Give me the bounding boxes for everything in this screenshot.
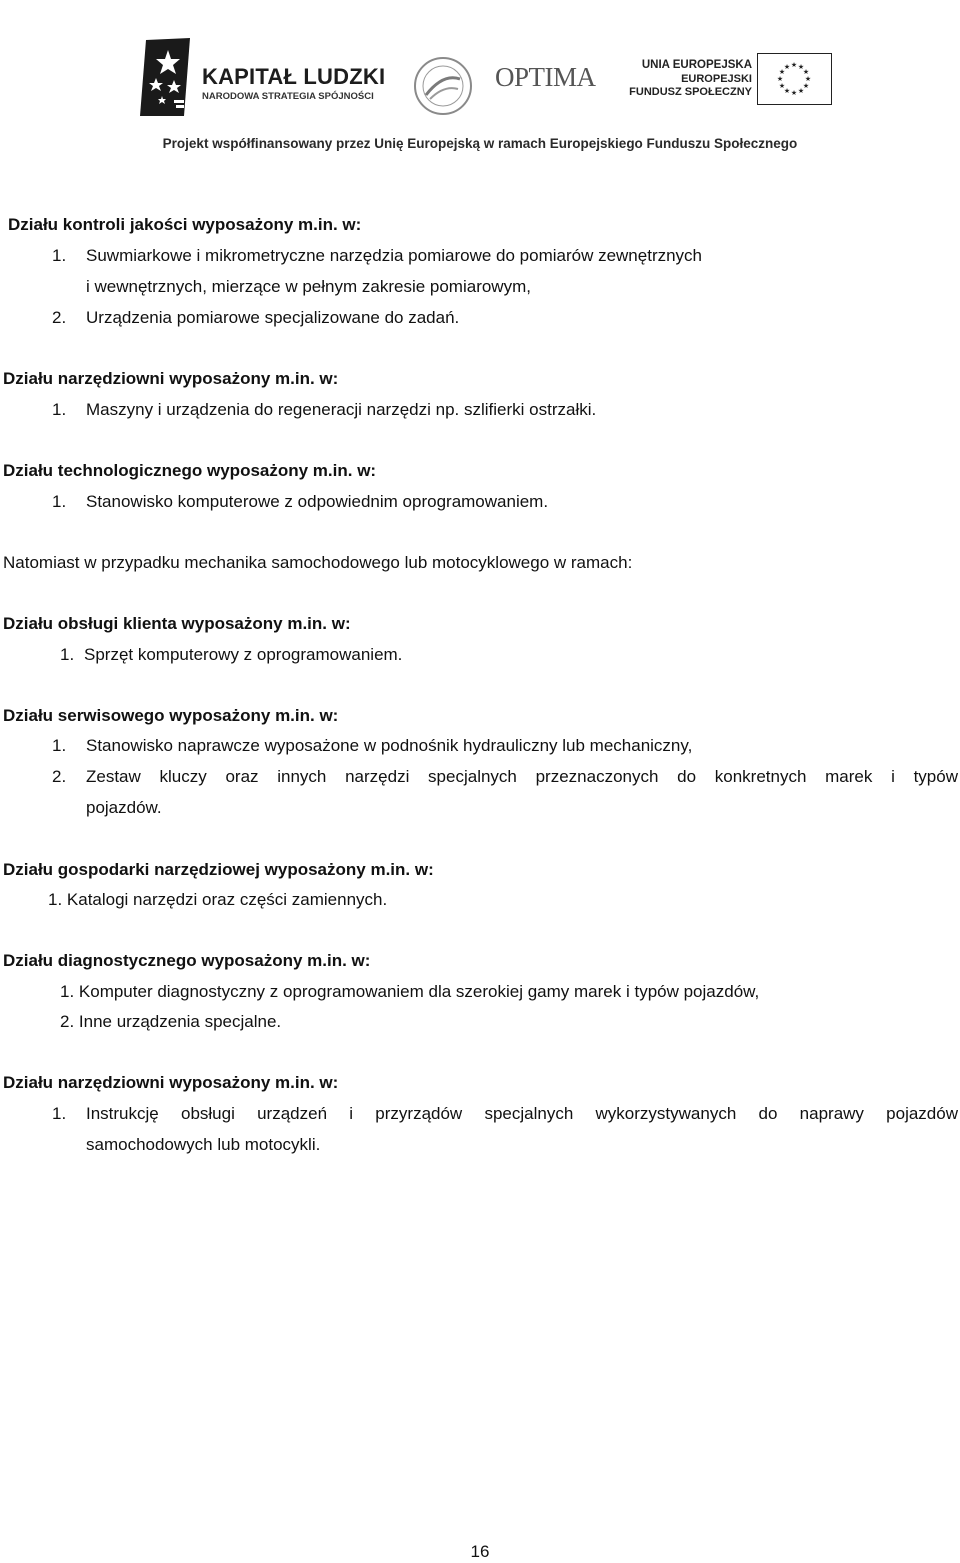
list-item-text: Maszyny i urządzenia do regeneracji narzędzi np. szlifierki ostrzałki. [86, 400, 597, 419]
list-item-text: 1. Katalogi narzędzi oraz części zamiennych. [48, 890, 388, 909]
eu-logo-line2: EUROPEJSKI [681, 73, 752, 85]
intro-paragraph: Natomiast w przypadku mechanika samochodowego lub motocyklowego w ramach: [3, 553, 633, 572]
svg-text:★: ★ [790, 61, 798, 69]
svg-text:★: ★ [797, 87, 805, 95]
eu-logo-line1: UNIA EUROPEJSKA [641, 59, 752, 71]
eu-logo [629, 53, 832, 109]
list-item-text: Instrukcję obsługi urządzeń i przyrządów specjalnych wykorzystywanych do naprawy pojazdów [86, 1104, 958, 1123]
section-heading-service: Działu serwisowego wyposażony m.in. w: [3, 706, 339, 725]
section-heading-toolroom: Działu narzędziowni wyposażony m.in. w: [3, 369, 339, 388]
list-item-text: 1. Komputer diagnostyczny z oprogramowaniem dla szerokiej gamy marek i typów pojazdów, [60, 982, 760, 1001]
svg-text:★: ★ [797, 63, 805, 71]
svg-text:★: ★ [778, 82, 786, 90]
svg-text:★: ★ [802, 82, 810, 90]
list-number: 1. [52, 1104, 67, 1123]
svg-text:★: ★ [802, 68, 810, 76]
list-item-text: Urządzenia pomiarowe specjalizowane do zadań. [86, 308, 460, 327]
list-item-text: Sprzęt komputerowy z oprogramowaniem. [84, 645, 403, 664]
list-item-text-continued: i wewnętrznych, mierzące w pełnym zakresie pomiarowym, [86, 277, 531, 296]
svg-text:★: ★ [783, 87, 791, 95]
list-item-text: 2. Inne urządzenia specjalne. [60, 1012, 282, 1031]
svg-text:★: ★ [790, 89, 798, 97]
svg-text:★: ★ [804, 75, 812, 83]
list-item-text: Stanowisko naprawcze wyposażone w podnośnik hydrauliczny lub mechaniczny, [86, 736, 693, 755]
list-number: 1. [52, 246, 67, 265]
section-heading-quality: Działu kontroli jakości wyposażony m.in. w: [8, 215, 362, 234]
project-cofinancing-note: Projekt współfinansowany przez Unię Europejską w ramach Europejskiego Funduszu Społecznego [162, 136, 798, 151]
list-item-text: Stanowisko komputerowe z odpowiednim oprogramowaniem. [86, 492, 549, 511]
list-item-text-continued: pojazdów. [86, 798, 162, 817]
eu-logo-line3: FUNDUSZ SPOŁECZNY [629, 86, 752, 98]
page-header [0, 0, 960, 170]
list-item-text: Zestaw kluczy oraz innych narzędzi specjalnych przeznaczonych do konkretnych marek i typów [86, 767, 958, 786]
list-number: 2. [52, 308, 67, 327]
podn-seal-logo [412, 55, 474, 117]
kapital-ludzki-title: KAPITAŁ LUDZKI [202, 64, 386, 89]
optima-logo: OPTIMA [495, 62, 596, 92]
list-number: 1. [52, 492, 67, 511]
list-item-text-continued: samochodowych lub motocykli. [86, 1135, 321, 1154]
section-heading-customer: Działu obsługi klienta wyposażony m.in. w: [3, 614, 351, 633]
svg-text:★: ★ [783, 63, 791, 71]
section-heading-technology: Działu technologicznego wyposażony m.in. w: [3, 461, 377, 480]
list-item-text: Suwmiarkowe i mikrometryczne narzędzia pomiarowe do pomiarów zewnętrznych [86, 246, 703, 265]
list-number: 1. [52, 400, 67, 419]
list-number: 1. [60, 645, 75, 664]
svg-text:★: ★ [776, 75, 784, 83]
kapital-ludzki-emblem-icon [140, 38, 196, 116]
list-number: 2. [52, 767, 67, 786]
section-heading-toolroom-2: Działu narzędziowni wyposażony m.in. w: [3, 1073, 339, 1092]
page-number: 16 [470, 1542, 490, 1561]
svg-text:★: ★ [778, 68, 786, 76]
section-heading-tools-management: Działu gospodarki narzędziowej wyposażony m.in. w: [3, 860, 434, 879]
kapital-ludzki-logo [140, 38, 390, 118]
eu-flag-icon [757, 53, 832, 105]
kapital-ludzki-subtitle: NARODOWA STRATEGIA SPÓJNOŚCI [202, 91, 374, 102]
section-heading-diagnostics: Działu diagnostycznego wyposażony m.in. w: [3, 951, 371, 970]
list-number: 1. [52, 736, 67, 755]
